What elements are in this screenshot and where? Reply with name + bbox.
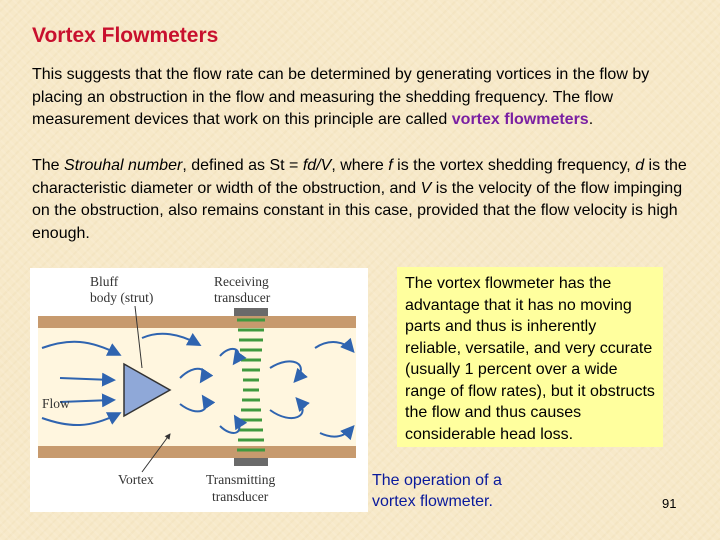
vortex-flowmeter-figure (30, 268, 368, 512)
strouhal-text-4: is the vortex shedding frequency, (392, 157, 636, 174)
slide-title: Vortex Flowmeters (32, 24, 219, 47)
pipe-fluid (38, 328, 356, 446)
symbol-f: f (388, 157, 393, 174)
label-vortex: Vortex (118, 472, 154, 487)
strouhal-text-2: , defined as St = (182, 157, 303, 174)
label-flow: Flow (42, 396, 70, 411)
symbol-v: V (420, 179, 432, 197)
intro-text-end: . (588, 111, 594, 128)
strouhal-formula: fd/V (302, 157, 332, 174)
intro-text: This suggests that the flow rate can be determined by generating vortices in the flow by placing an obstruction in the flow and measuring the shedding frequency. The flow measurement devices that work on this principle are called (32, 66, 650, 128)
pipe-bottom-wall (38, 446, 356, 458)
receiving-transducer (234, 308, 268, 316)
label-bluff-line1: Bluff (90, 274, 119, 289)
vortex-flowmeters-term: vortex flowmeters (451, 111, 589, 128)
strouhal-term: Strouhal number (64, 157, 183, 174)
pipe-top-wall (38, 316, 356, 328)
label-receiving-line2: transducer (214, 290, 271, 305)
strouhal-paragraph (32, 155, 687, 245)
strouhal-text-5: is the characteristic diameter or width of the obstruction, and (32, 157, 687, 197)
strouhal-text-3: , where (331, 157, 389, 174)
figure-caption (372, 470, 502, 512)
strouhal-text-1: The (32, 157, 65, 174)
symbol-d: d (635, 157, 645, 174)
intro-paragraph (32, 64, 687, 132)
label-receiving-line1: Receiving (214, 274, 269, 289)
label-transmitting-line1: Transmitting (206, 472, 276, 487)
strouhal-text-6: is the velocity of the flow impinging on the obstruction, also remains constant in this case, provided that the flow velocity is high enough. (32, 179, 683, 242)
caption-line-1: The operation of a (372, 472, 502, 489)
label-bluff-line2: body (strut) (90, 290, 154, 305)
caption-line-2: vortex flowmeter. (372, 493, 493, 510)
label-transmitting-line2: transducer (212, 489, 269, 504)
transmitting-transducer (234, 458, 268, 466)
page-number: 91 (662, 496, 677, 511)
advantage-note-box (397, 267, 663, 447)
advantage-note-text: The vortex flowmeter has the advantage that it has no moving parts and thus is inherently reliable, versatile, and very ccurate (usually 1 percent over a wide range of flow rates), but it obstructs the flow and thus causes considerable head loss. (405, 275, 655, 443)
vortex-flowmeter-diagram (30, 268, 368, 512)
